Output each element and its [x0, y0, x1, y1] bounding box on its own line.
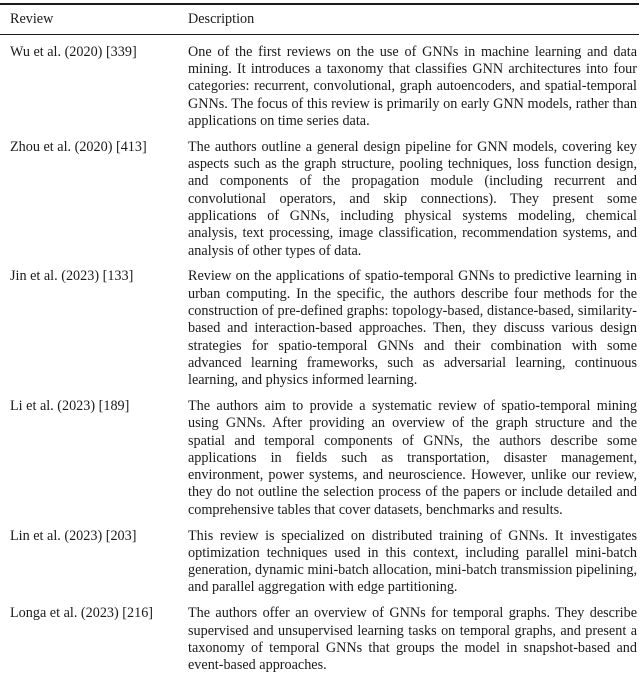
review-table-container: [0, 3, 640, 674]
review-citation: Li et al. (2023) [189]: [10, 397, 130, 414]
review-description: The authors outline a general design pipeline for GNN models, covering key aspects such as the graph structure, pooling techniques, loss function design, and components of the propagation module (including recurrent and convolutional operators, and skip connections). They present some applications of GNNs, including physical systems modeling, chemical analysis, text processing, image classification, recommendation systems, and analysis of other types of data.: [188, 138, 637, 259]
table-body: [0, 35, 639, 674]
review-comparison-table-body: [0, 35, 639, 674]
table-header-row: [0, 5, 639, 34]
review-citation: Jin et al. (2023) [133]: [10, 268, 134, 285]
review-comparison-table: [0, 5, 639, 34]
review-description: The authors aim to provide a systematic review of spatio-temporal mining using GNNs. After providing an overview of the graph structure and the spatial and temporal components of GNNs, the authors describe some applications in fields such as transportation, disaster management, environment, power systems, and neuroscience. However, unlike our review, they do not outline the selection process of the papers or include detailed and comprehensive tables that cover datasets, benchmarks and results.: [188, 397, 637, 518]
table-row: [0, 597, 639, 674]
table-row: [0, 130, 639, 260]
column-header-description: Description: [188, 11, 255, 27]
review-description: One of the first reviews on the use of GNNs in machine learning and data mining. It introduces a taxonomy that classifies GNN architectures into four categories: recurrent, convolutional, graph autoencoders, and spatial-temporal GNNs. The focus of this review is primarily on early GNN models, rather than applications on time series data.: [188, 43, 637, 129]
column-header-review: Review: [10, 11, 54, 27]
table-row: [0, 519, 639, 597]
review-citation: Lin et al. (2023) [203]: [10, 527, 137, 544]
table-row: [0, 389, 639, 519]
table-row: [0, 35, 639, 130]
review-citation: Zhou et al. (2020) [413]: [10, 138, 147, 155]
review-description: Review on the applications of spatio-temporal GNNs to predictive learning in urban computing. In the specific, the authors describe four methods for the construction of pre-defined graphs: topology-based, distance-based, similarity-based and interaction-based approaches. Then, they discuss various design strategies for spatio-temporal GNNs and their combination with some advanced learning frameworks, such as adversarial learning, continuous learning, and physics informed learning.: [188, 268, 637, 389]
table-row: [0, 260, 639, 390]
review-description: This review is specialized on distributed training of GNNs. It investigates optimization techniques used in this context, including parallel mini-batch generation, dynamic mini-batch allocation, mini-batch transmission pipelining, and parallel aggregation with edge partitioning.: [188, 527, 637, 596]
review-citation: Longa et al. (2023) [216]: [10, 605, 154, 622]
table-header: [0, 5, 639, 34]
review-description: The authors offer an overview of GNNs for temporal graphs. They describe supervised and unsupervised learning tasks on temporal graphs, and present a taxonomy of temporal GNNs that groups the model in snapshot-based and event-based approaches.: [188, 605, 637, 674]
review-citation: Wu et al. (2020) [339]: [10, 43, 137, 60]
